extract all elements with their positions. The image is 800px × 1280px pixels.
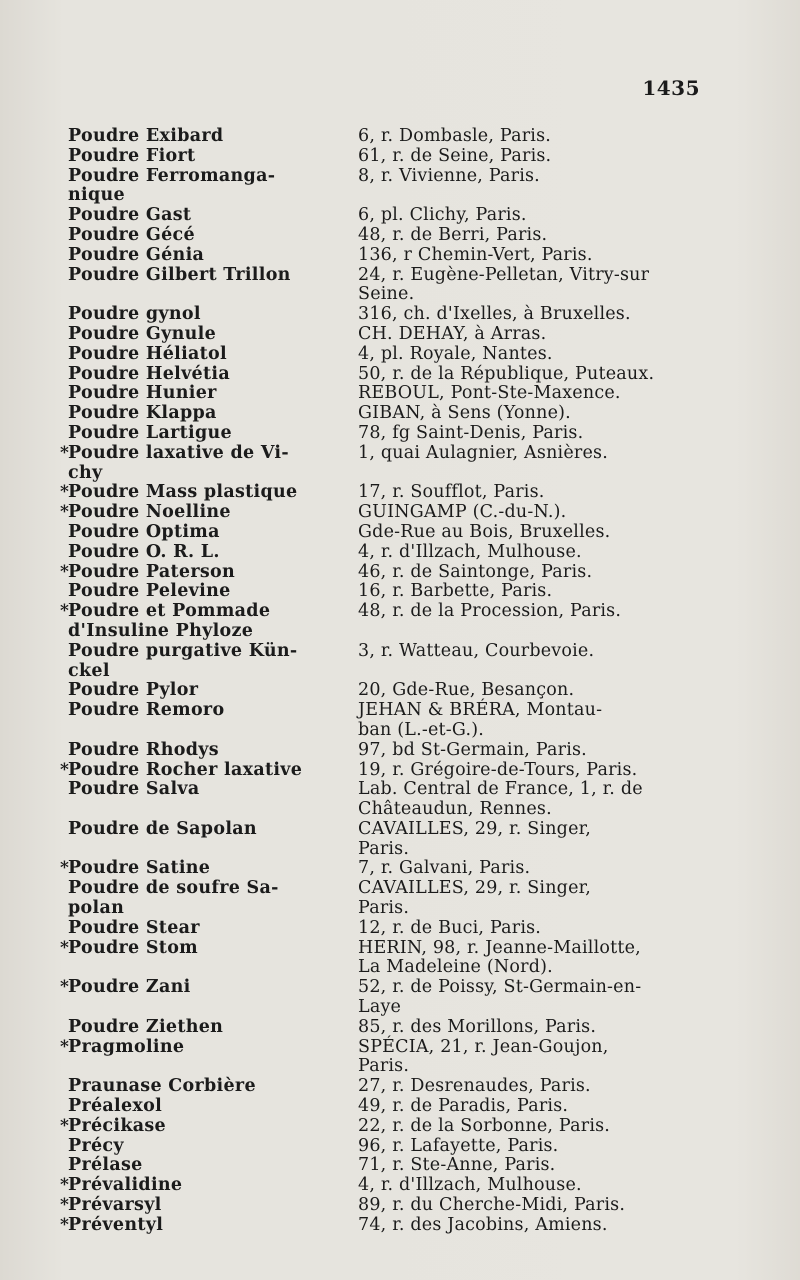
directory-entry — [60, 226, 705, 246]
directory-entry — [60, 1156, 705, 1176]
directory-entry — [60, 978, 705, 1018]
product-name: Poudre Paterson — [68, 561, 235, 582]
directory-entry — [60, 602, 705, 642]
directory-entry — [60, 523, 705, 543]
product-address: 71, r. Ste-Anne, Paris. — [358, 1155, 556, 1176]
page-number: 1435 — [642, 76, 700, 100]
product-name: Poudre Pelevine — [68, 581, 231, 602]
product-name: Poudre Satine — [68, 858, 211, 879]
product-name: Poudre Remoro — [68, 700, 225, 721]
product-name: Prévalidine — [68, 1175, 183, 1196]
product-address: 4, r. d'Illzach, Mulhouse. — [358, 1175, 582, 1196]
directory-entry — [60, 1137, 705, 1157]
entry-marker: * — [60, 1115, 69, 1136]
directory-entry — [60, 1216, 705, 1236]
product-name: Poudre Gast — [68, 205, 192, 226]
product-address: 20, Gde-Rue, Besançon. — [358, 680, 575, 701]
directory-entry — [60, 761, 705, 781]
product-name: Précy — [68, 1135, 124, 1156]
directory-entry — [60, 741, 705, 761]
product-address: Lab. Central de France, 1, r. de Châteaudun, Rennes. — [358, 779, 643, 820]
product-name: Poudre Klappa — [68, 403, 217, 424]
product-address: 316, ch. d'Ixelles, à Bruxelles. — [358, 304, 631, 325]
directory-entry — [60, 939, 705, 979]
directory-entry — [60, 919, 705, 939]
directory-entry — [60, 1196, 705, 1216]
directory-entry — [60, 642, 705, 682]
product-address: 3, r. Watteau, Courbevoie. — [358, 640, 595, 661]
product-name: Poudre Ziethen — [68, 1016, 224, 1037]
product-name: Poudre Génia — [68, 244, 205, 265]
directory-entry — [60, 879, 705, 919]
product-address: CAVAILLES, 29, r. Singer, Paris. — [358, 818, 592, 859]
directory-entry — [60, 1097, 705, 1117]
directory-entry — [60, 266, 705, 306]
directory-entry — [60, 246, 705, 266]
product-name: Poudre Ferromanga- nique — [68, 165, 276, 206]
product-address: 6, pl. Clichy, Paris. — [358, 205, 527, 226]
product-name: Poudre Gilbert Trillon — [68, 264, 291, 285]
entry-marker: * — [60, 1195, 69, 1216]
product-address: 22, r. de la Sorbonne, Paris. — [358, 1115, 611, 1136]
product-address: 46, r. de Saintonge, Paris. — [358, 561, 593, 582]
product-name: Poudre et Pommade d'Insuline Phyloze — [68, 601, 271, 641]
product-name: Poudre gynol — [68, 304, 201, 325]
directory-entry — [60, 1018, 705, 1038]
product-name: Poudre de soufre Sa- polan — [68, 878, 279, 919]
product-address: SPÉCIA, 21, r. Jean-Goujon, Paris. — [358, 1036, 609, 1077]
product-address: 78, fg Saint-Denis, Paris. — [358, 422, 584, 443]
entry-marker: * — [60, 502, 69, 523]
product-address: 48, r. de Berri, Paris. — [358, 224, 548, 245]
product-address: CAVAILLES, 29, r. Singer, Paris. — [358, 878, 592, 919]
directory-entry — [60, 384, 705, 404]
directory-entry — [60, 127, 705, 147]
directory-entry — [60, 543, 705, 563]
product-address: 49, r. de Paradis, Paris. — [358, 1096, 569, 1117]
product-name: Praunase Corbière — [68, 1076, 256, 1097]
product-name: Poudre Lartigue — [68, 422, 232, 443]
directory-entry — [60, 345, 705, 365]
product-name: Prélase — [68, 1155, 143, 1176]
product-address: 4, pl. Royale, Nantes. — [358, 343, 553, 364]
product-address: 4, r. d'Illzach, Mulhouse. — [358, 541, 582, 562]
directory-entry — [60, 1077, 705, 1097]
entry-marker: * — [60, 442, 69, 463]
product-address: 12, r. de Buci, Paris. — [358, 917, 542, 938]
directory-entry — [60, 483, 705, 503]
product-name: Préventyl — [68, 1214, 164, 1235]
directory-entry — [60, 563, 705, 583]
directory-entry — [60, 404, 705, 424]
entry-marker: * — [60, 601, 69, 622]
product-address: Gde-Rue au Bois, Bruxelles. — [358, 521, 611, 542]
product-address: 1, quai Aulagnier, Asnières. — [358, 442, 608, 463]
directory-entry — [60, 424, 705, 444]
product-name: Poudre Optima — [68, 521, 220, 542]
product-name: Poudre purgative Kün- ckel — [68, 640, 298, 681]
product-name: Poudre Noelline — [68, 502, 231, 523]
directory-entry — [60, 681, 705, 701]
product-name: Poudre Stom — [68, 937, 198, 958]
directory-entry — [60, 1176, 705, 1196]
directory-list — [60, 127, 705, 1236]
product-name: Poudre O. R. L. — [68, 541, 220, 562]
product-address: 136, r Chemin-Vert, Paris. — [358, 244, 593, 265]
directory-entry — [60, 147, 705, 167]
product-address: 8, r. Vivienne, Paris. — [358, 165, 540, 186]
directory-entry — [60, 582, 705, 602]
product-name: Poudre Gécé — [68, 224, 195, 245]
entry-marker: * — [60, 937, 69, 958]
directory-entry — [60, 305, 705, 325]
product-address: 97, bd St-Germain, Paris. — [358, 739, 587, 760]
directory-entry — [60, 206, 705, 226]
product-name: Poudre Helvétia — [68, 363, 230, 384]
directory-entry — [60, 780, 705, 820]
product-address: 74, r. des Jacobins, Amiens. — [358, 1214, 608, 1235]
product-address: 96, r. Lafayette, Paris. — [358, 1135, 559, 1156]
product-name: Poudre Mass plastique — [68, 482, 298, 503]
product-address: JEHAN & BRÉRA, Montau- ban (L.-et-G.). — [358, 700, 603, 740]
entry-marker: * — [60, 759, 69, 780]
product-name: Poudre Pylor — [68, 680, 199, 701]
product-name: Poudre laxative de Vi- chy — [68, 442, 289, 483]
product-name: Poudre Héliatol — [68, 343, 227, 364]
product-name: Pragmoline — [68, 1036, 185, 1057]
product-name: Poudre Salva — [68, 779, 200, 800]
product-address: GIBAN, à Sens (Yonne). — [358, 403, 571, 424]
product-address: 16, r. Barbette, Paris. — [358, 581, 553, 602]
product-address: 17, r. Soufflot, Paris. — [358, 482, 545, 503]
product-name: Poudre Stear — [68, 917, 200, 938]
product-name: Poudre Fiort — [68, 145, 196, 166]
directory-entry — [60, 1038, 705, 1078]
product-name: Précikase — [68, 1115, 166, 1136]
directory-entry — [60, 444, 705, 484]
entry-marker: * — [60, 561, 69, 582]
product-name: Poudre Rocher laxative — [68, 759, 303, 780]
entry-marker: * — [60, 1214, 69, 1235]
directory-entry — [60, 325, 705, 345]
product-address: 61, r. de Seine, Paris. — [358, 145, 552, 166]
entry-marker: * — [60, 1175, 69, 1196]
product-name: Poudre de Sapolan — [68, 818, 257, 839]
directory-entry — [60, 365, 705, 385]
product-address: HERIN, 98, r. Jeanne-Maillotte, La Madeleine (Nord). — [358, 937, 641, 978]
product-address: 50, r. de la République, Puteaux. — [358, 363, 655, 384]
product-name: Poudre Hunier — [68, 383, 217, 404]
directory-entry — [60, 859, 705, 879]
entry-marker: * — [60, 482, 69, 503]
product-address: 52, r. de Poissy, St-Germain-en- Laye — [358, 977, 642, 1018]
directory-entry — [60, 167, 705, 207]
product-address: 89, r. du Cherche-Midi, Paris. — [358, 1195, 626, 1216]
product-name: Poudre Zani — [68, 977, 191, 998]
product-name: Prévarsyl — [68, 1195, 162, 1216]
directory-entry — [60, 503, 705, 523]
product-address: 48, r. de la Procession, Paris. — [358, 601, 622, 622]
product-name: Poudre Exibard — [68, 126, 224, 146]
product-address: 85, r. des Morillons, Paris. — [358, 1016, 597, 1037]
entry-marker: * — [60, 977, 69, 998]
directory-entry — [60, 1117, 705, 1137]
product-address: 27, r. Desrenaudes, Paris. — [358, 1076, 591, 1097]
product-name: Poudre Rhodys — [68, 739, 219, 760]
entry-marker: * — [60, 1036, 69, 1057]
product-address: 7, r. Galvani, Paris. — [358, 858, 531, 879]
entry-marker: * — [60, 858, 69, 879]
directory-entry — [60, 820, 705, 860]
directory-entry — [60, 701, 705, 741]
product-address: 6, r. Dombasle, Paris. — [358, 126, 552, 146]
product-address: GUINGAMP (C.-du-N.). — [358, 502, 567, 523]
product-address: 24, r. Eugène-Pelletan, Vitry-sur Seine. — [358, 264, 650, 305]
product-address: REBOUL, Pont-Ste-Maxence. — [358, 383, 621, 404]
product-address: 19, r. Grégoire-de-Tours, Paris. — [358, 759, 638, 780]
product-name: Poudre Gynule — [68, 323, 217, 344]
product-address: CH. DEHAY, à Arras. — [358, 323, 547, 344]
product-name: Préalexol — [68, 1096, 163, 1117]
